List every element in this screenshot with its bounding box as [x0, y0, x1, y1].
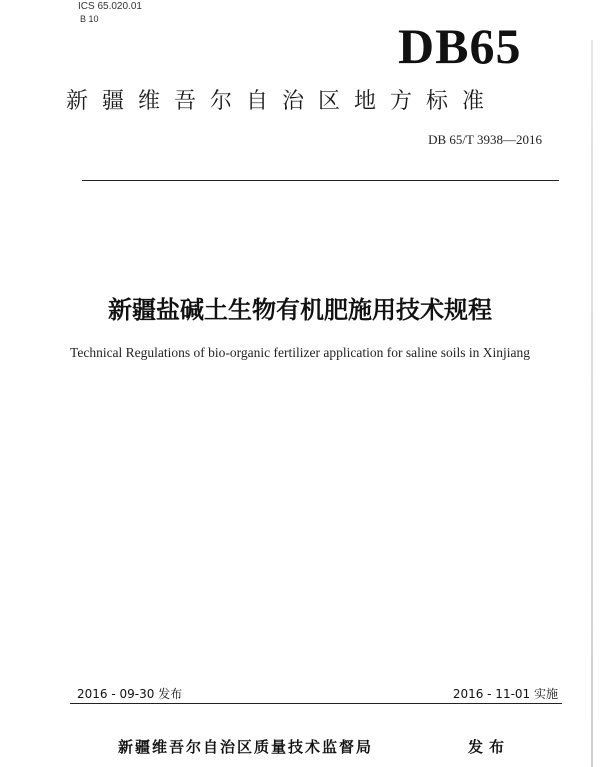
standard-type: 新疆维吾尔自治区地方标准 [66, 89, 499, 114]
classification-code: B 10 [80, 14, 99, 24]
header-divider [82, 180, 559, 181]
document-title-zh: 新疆盐碱土生物有机肥施用技术规程 [108, 296, 492, 324]
implement-date: 2016 - 11-01 实施 [452, 687, 558, 701]
document-title-en: Technical Regulations of bio-organic fertilizer application for saline soils in Xinjiang [70, 345, 530, 360]
issue-label: 发布 [468, 738, 511, 756]
standard-logo: DB65 [398, 18, 522, 74]
publish-date: 2016 - 09-30 发布 [77, 687, 183, 701]
issuing-authority: 新疆维吾尔自治区质量技术监督局 [118, 738, 374, 756]
footer-divider [70, 703, 562, 704]
page-edge-shadow [591, 40, 593, 767]
ics-code: ICS 65.020.01 [78, 1, 142, 12]
standard-number: DB 65/T 3938—2016 [428, 132, 542, 147]
